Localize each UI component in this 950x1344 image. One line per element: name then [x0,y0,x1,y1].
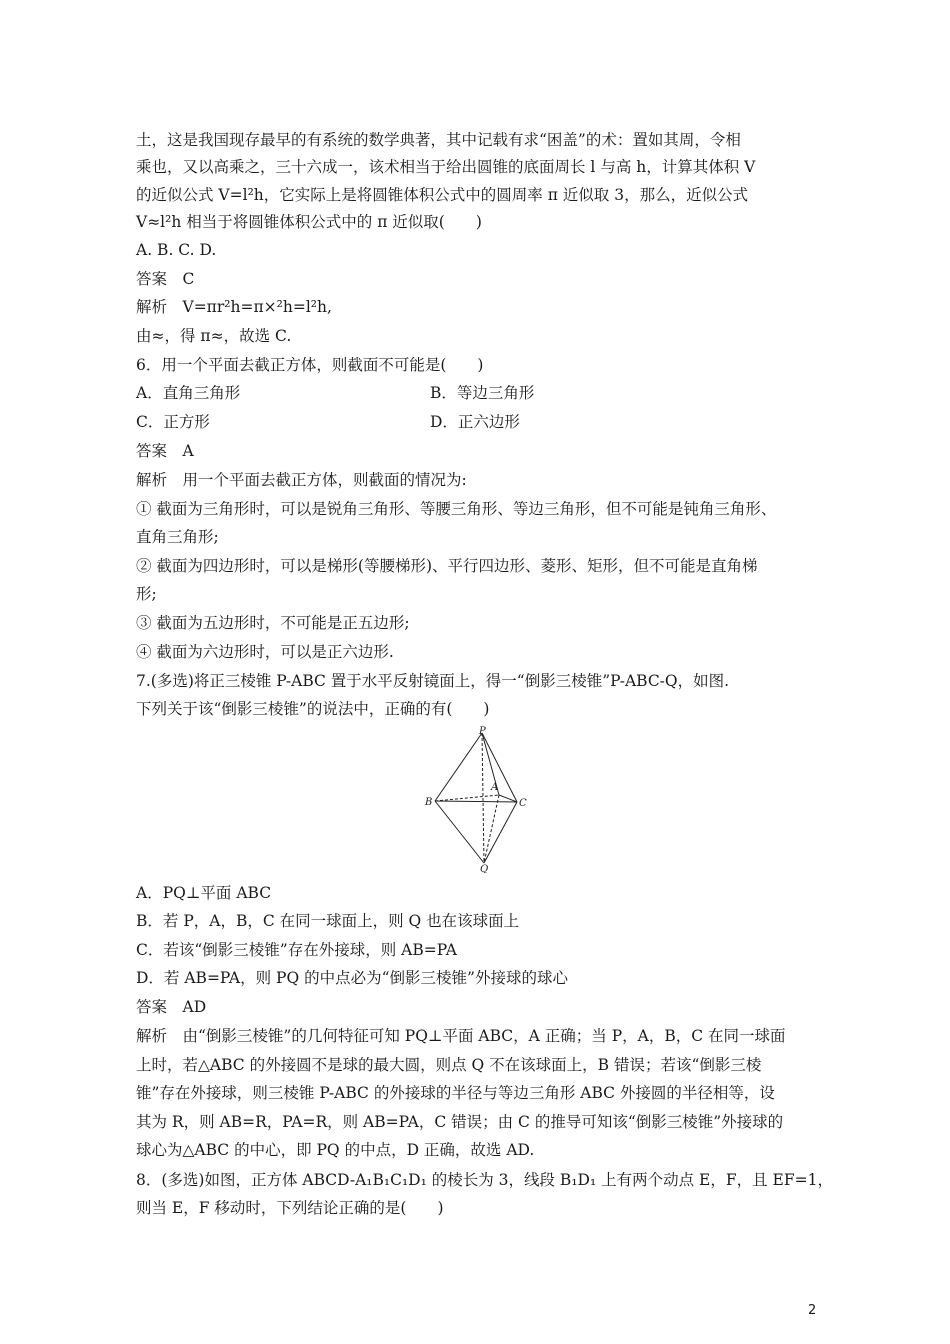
answer-line: 答案 AD [136,998,207,1016]
text-line: 其为 R，则 AB=R，PA=R，则 AB=PA，C 错误；由 C 的推导可知该“倒影三棱锥”外接球的 [136,1113,784,1131]
text-line: 土，这是我国现存最早的有系统的数学典著，其中记载有求“困盖”的术：置如其周，令相 [136,131,741,149]
reflection-pyramid-figure [420,725,535,873]
edge-pb [435,733,482,801]
text-line: ② 截面为四边形时，可以是梯形(等腰梯形)、平行四边形、菱形、矩形，但不可能是直角梯 [136,557,758,575]
label-a: A [491,782,499,793]
analysis-line: 解析 由“倒影三棱锥”的几何特征可知 PQ⊥平面 ABC，A 正确；当 P，A，B，C 在同一球面 [136,1027,786,1045]
text-line: 直角三角形; [136,528,219,546]
analysis-line: 解析 用一个平面去截正方体，则截面的情况为: [136,471,467,489]
label-b: B [425,797,433,808]
label-c: C [519,798,527,809]
option-b: B．若 P，A，B，C 在同一球面上，则 Q 也在该球面上 [136,912,520,930]
option-b: B．等边三角形 [430,384,535,402]
text-line: 锥”存在外接球，则三棱锥 P-ABC 的外接球的半径与等边三角形 ABC 外接圆的半径相等，设 [136,1084,775,1102]
option-c: C．若该“倒影三棱锥”存在外接球，则 AB=PA [136,941,457,959]
edge-pc [482,733,517,802]
label-p: P [479,726,486,737]
text-line: ③ 截面为五边形时，不可能是正五边形; [136,614,410,632]
text-line: 上时，若△ABC 的外接圆不是球的最大圆，则点 Q 不在该球面上，B 错误；若该“倒影三棱 [136,1056,762,1074]
question-7: 7.(多选)将正三棱锥 P-ABC 置于水平反射镜面上，得一“倒影三棱锥”P-ABC-Q，如图. [136,672,730,690]
text-line: 下列关于该“倒影三棱锥”的说法中，正确的有( ) [136,700,490,718]
text-line: V≈l²h 相当于将圆锥体积公式中的 π 近似取( ) [136,213,482,231]
edge-bc [435,801,517,802]
question-6: 6．用一个平面去截正方体，则截面不可能是( ) [136,356,484,374]
answer-line: 答案 C [136,270,195,288]
text-line: ④ 截面为六边形时，可以是正六边形. [136,643,394,661]
option-d: D．若 AB=PA，则 PQ 的中点必为“倒影三棱锥”外接球的球心 [136,969,568,987]
label-q: Q [480,864,489,873]
answer-line: 答案 A [136,442,194,460]
option-a: A．直角三角形 [136,384,241,402]
text-line: 球心为△ABC 的中心，即 PQ 的中点，D 正确，故选 AD. [136,1141,535,1159]
text-line: 由≈，得 π≈，故选 C. [136,327,292,345]
edge-qc [484,802,517,863]
analysis-line: 解析 V=πr²h=π×²h=l²h, [136,298,332,316]
option-a: A．PQ⊥平面 ABC [136,884,272,902]
text-line: 则当 E，F 移动时，下列结论正确的是( ) [136,1199,444,1217]
text-line: 的近似公式 V=l²h，它实际上是将圆锥体积公式中的圆周率 π 近似取 3，那么，近似公式 [136,186,749,204]
text-line: A. B. C. D. [136,241,217,259]
edge-qb [435,801,484,863]
edge-pq-hidden [482,733,484,863]
page-number: 2 [808,1303,817,1318]
edge-ba-hidden [435,795,499,801]
text-line: ① 截面为三角形时，可以是锐角三角形、等腰三角形、等边三角形，但不可能是钝角三角形、 [136,500,777,518]
text-line: 乘也，又以高乘之，三十六成一，该术相当于给出圆锥的底面周长 l 与高 h，计算其体积 V [136,158,756,176]
option-c: C．正方形 [136,413,210,431]
edge-aq-hidden [484,795,499,863]
option-d: D．正六边形 [430,413,520,431]
text-line: 形; [136,585,157,603]
question-8: 8．(多选)如图，正方体 ABCD-A₁B₁C₁D₁ 的棱长为 3，线段 B₁D₁ 上有两个动点 E，F，且 EF=1， [136,1171,833,1189]
